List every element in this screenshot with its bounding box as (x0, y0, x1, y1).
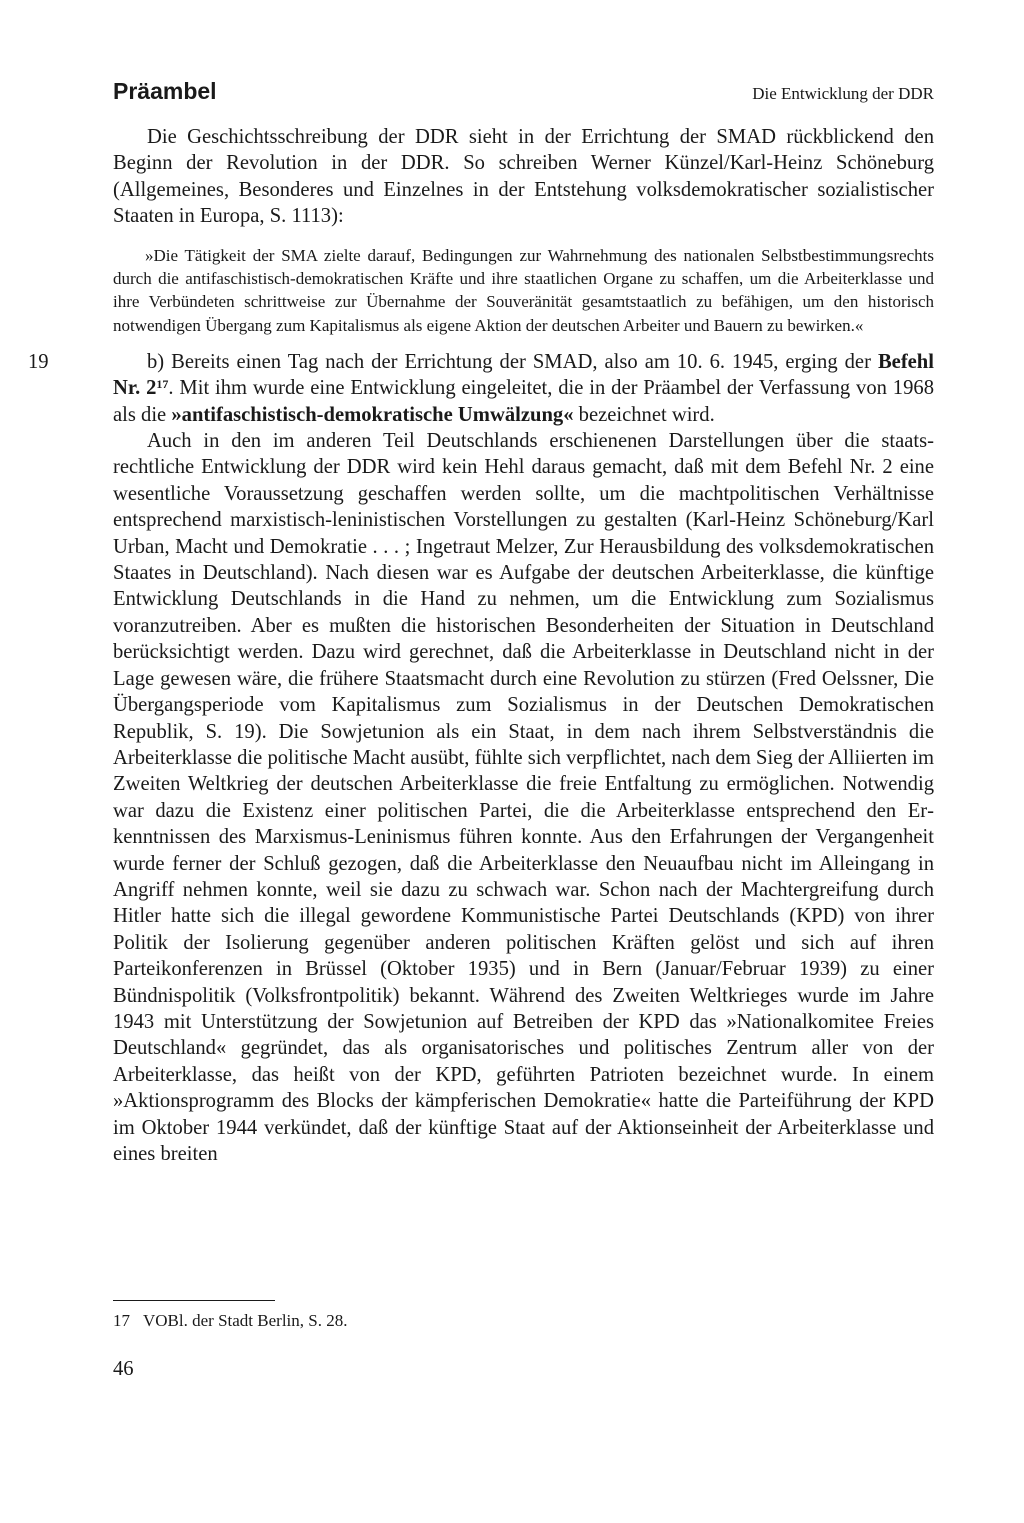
running-head (113, 78, 934, 112)
chapter-title: Die Entwicklung der DDR (752, 84, 934, 103)
section-title: Präambel (113, 78, 217, 104)
order-reference: Befehl Nr. 2 (113, 350, 934, 400)
emphasis-term: »antifaschistisch-demokratische Umwälzung« (171, 403, 574, 426)
body-text (28, 124, 934, 1167)
footnote-number: 17 (113, 1311, 130, 1330)
paragraph-19-text-2: . Mit ihm wurde eine Entwicklung eingeleitet, die in der Präambel der Verfassung von 1968 als die (113, 377, 934, 426)
block-quote: »Die Tätigkeit der SMA zielte darauf, Bedingungen zur Wahrnehmung des nationalen Selbstbestimmungsrechts durch die antifaschistisch-demokratischen Kräfte und ihre staatlichen Organe zu schaffen, um die Arbeiterklasse und ihre Verbündeten schrittweise zur Übernahme der Souveränität gesamtstaatlich zu befähigen, um den historisch notwendigen Übergang zum Kapitalismus als eigene Aktion der deutschen Arbeiter und Bauern zu bewirken.« (113, 245, 934, 335)
paragraph-19 (28, 349, 934, 428)
paragraph-19-text-1: b) Bereits einen Tag nach der Errichtung der SMAD, also am 10. 6. 1945, erging der (147, 350, 878, 373)
footnote-reference: 17 (156, 377, 169, 392)
paragraph-19-text-3: bezeichnet wird. (573, 403, 715, 426)
intro-paragraph: Die Geschichtsschreibung der DDR sieht in der Errichtung der SMAD rückblickend den Beginn der Revolution in der DDR. So schreiben Werner Künzel/Karl-Heinz Schöneburg (Allgemeines, Besonderes und Einzelnes in der Entstehung volksdemokratischer sozialistischer Staaten in Europa, S. 1113): (113, 126, 934, 228)
margin-number: 19 (28, 350, 49, 373)
footnote (113, 1311, 347, 1331)
footnote-divider (113, 1300, 275, 1301)
footnote-text: VOBl. der Stadt Berlin, S. 28. (143, 1311, 348, 1330)
main-paragraph: Auch in den im anderen Teil Deutschlands erschienenen Darstellungen über die staatsrechtliche Entwicklung der DDR wird kein Hehl daraus gemacht, daß mit dem Befehl Nr. 2 eine wesentliche Voraussetzung geschaffen werden sollte, um die machtpolitischen Verhältnisse entsprechend marxistisch-leninistischen Vorstellungen zu gestalten (Karl-Heinz Schöneburg/Karl Urban, Macht und Demokratie . . . ; Ingetraut Melzer, Zur Herausbildung des volksdemokratischen Staates in Deutschland). Nach diesen war es Aufgabe der deutschen Arbeiterklasse, die künftige Entwicklung Deutschlands in die Hand zu nehmen, um die Entwicklung zum Sozialismus voranzutreiben. Aber es mußten die historischen Besonderheiten der Situation in Deutschland berücksichtigt werden. Dazu wird gerechnet, daß die Arbeiterklasse in Deutschland nicht in der Lage gewesen wäre, die frühere Staatsmacht durch eine Revolution zu stürzen (Fred Oelssner, Die Übergangsperiode vom Kapitalismus zum Sozialismus in der Deutschen Demokratischen Republik, S. 19). Die Sowjetunion als ein Staat, in dem nach ihrem Selbstverständnis die Arbeiterklasse die politische Macht ausübt, fühlte sich verpflichtet, nach dem Sieg der Alliierten im Zweiten Weltkrieg der deutschen Arbeiterklasse die freie Entfaltung zu ermöglichen. Notwendig war dazu die Existenz einer politischen Partei, die die Arbeiterklasse entsprechend den Erkenntnissen des Marxismus-Leninismus führen konnte. Aus den Erfahrungen der Vergangenheit wurde ferner der Schluß gezogen, daß die Arbeiterklasse den Neuaufbau nicht im Alleingang in Angriff nehmen konnte, weil sie dazu zu schwach war. Schon nach der Machtergreifung durch Hitler hatte sich die illegal gewordene Kommunistische Partei Deutschlands (KPD) von ihrer Politik der Isolierung gegenüber anderen politischen Kräften gelöst und sich auf ihren Parteikonferenzen in Brüssel (Oktober 1935) und in Bern (Januar/Februar 1939) zu einer Bündnispolitik (Volksfrontpolitik) bekannt. Während des Zweiten Weltkrieges wurde im Jahre 1943 mit Unterstützung der Sowjetunion auf Betreiben der KPD das »Nationalkomitee Freies Deutschland« gegründet, das als organisatorisches und politisches Zentrum aller von der Arbeiterklasse, das heißt von der KPD, geführten Patrioten bezeichnet wurde. In einem »Aktionsprogramm des Blocks der kämpferischen Demokratie« hatte die Parteiführung der KPD im Oktober 1944 verkündet, daß der künftige Staat auf der Aktionseinheit der Arbeiterklasse und eines breiten (113, 430, 934, 1165)
page-number: 46 (113, 1358, 134, 1380)
